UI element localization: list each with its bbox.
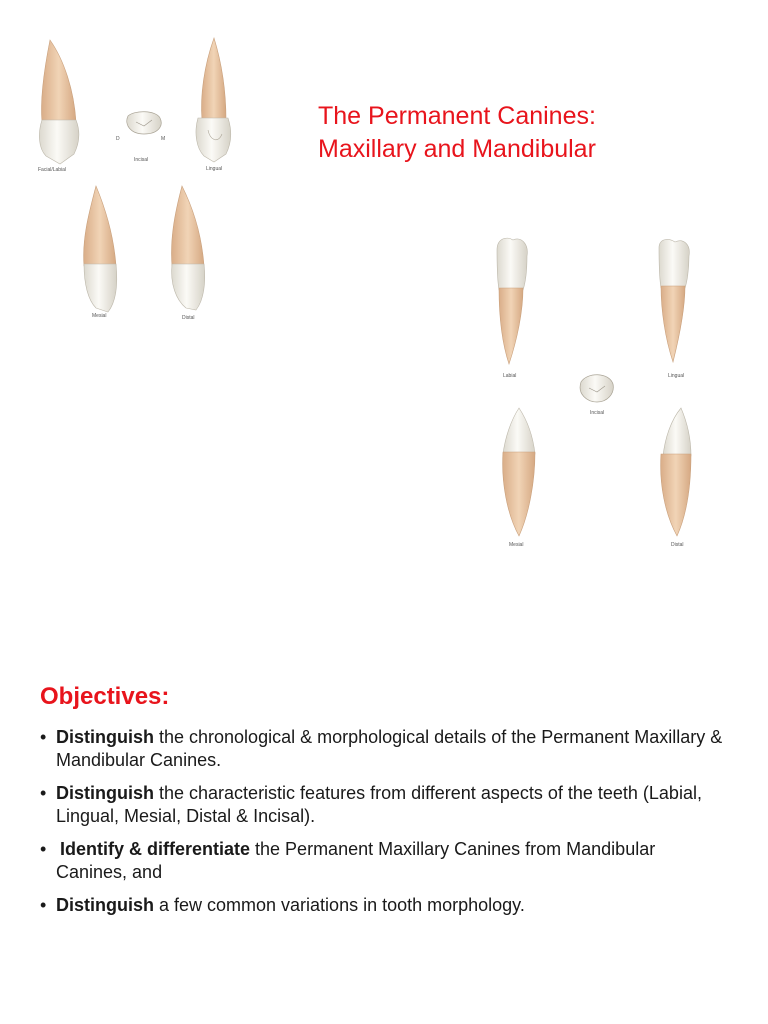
- maxillary-facial-tooth: [39, 40, 78, 164]
- objective-item: [40, 894, 730, 917]
- label-d-marker: D: [116, 136, 120, 142]
- objective-verb: Identify & differentiate: [60, 839, 251, 859]
- label-labial: Labial: [503, 373, 517, 379]
- objective-verb: Distinguish: [56, 727, 154, 747]
- label-incisal: Incisal: [590, 410, 605, 416]
- mandibular-distal-tooth: [661, 408, 691, 536]
- slide-title-line1: The Permanent Canines:: [318, 102, 596, 130]
- mandibular-incisal-tooth: [580, 375, 613, 402]
- label-m-marker: M: [161, 136, 166, 142]
- label-mesial: Mesial: [92, 313, 107, 319]
- mandibular-mesial-tooth: [503, 408, 535, 536]
- maxillary-incisal-tooth: [127, 112, 161, 134]
- objective-verb: Distinguish: [56, 895, 154, 915]
- objective-item: [40, 782, 730, 828]
- maxillary-canine-figure: [30, 30, 260, 325]
- objective-text: the Permanent Maxillary Canines from Mandibular Canines, and: [56, 839, 656, 882]
- objectives-heading: Objectives:: [40, 683, 170, 710]
- objective-text: a few common variations in tooth morphology.: [154, 895, 525, 915]
- objective-item: [40, 726, 730, 772]
- objectives-list: [40, 726, 730, 927]
- objective-verb: Distinguish: [56, 783, 154, 803]
- objective-text: the chronological & morphological details of the Permanent Maxillary & Mandibular Canines.: [56, 727, 723, 770]
- label-lingual: Lingual: [206, 166, 223, 172]
- slide-title-line2: Maxillary and Mandibular: [318, 135, 596, 163]
- label-distal: Distal: [182, 315, 195, 321]
- objective-text: the characteristic features from different aspects of the teeth (Labial, Lingual, Mesial, Distal & Incisal).: [56, 783, 702, 826]
- label-facial-labial: Facial/Labial: [38, 167, 67, 173]
- mandibular-labial-tooth: [497, 238, 527, 364]
- label-distal: Distal: [671, 542, 684, 548]
- label-incisal: Incisal: [134, 157, 149, 163]
- objective-item: [40, 838, 730, 884]
- label-mesial: Mesial: [509, 542, 524, 548]
- maxillary-mesial-tooth: [84, 186, 117, 312]
- label-lingual: Lingual: [668, 373, 685, 379]
- maxillary-distal-tooth: [171, 186, 204, 310]
- mandibular-canine-figure: [485, 232, 715, 557]
- maxillary-lingual-tooth: [196, 38, 231, 162]
- mandibular-lingual-tooth: [659, 240, 689, 362]
- slide-title: [318, 100, 596, 166]
